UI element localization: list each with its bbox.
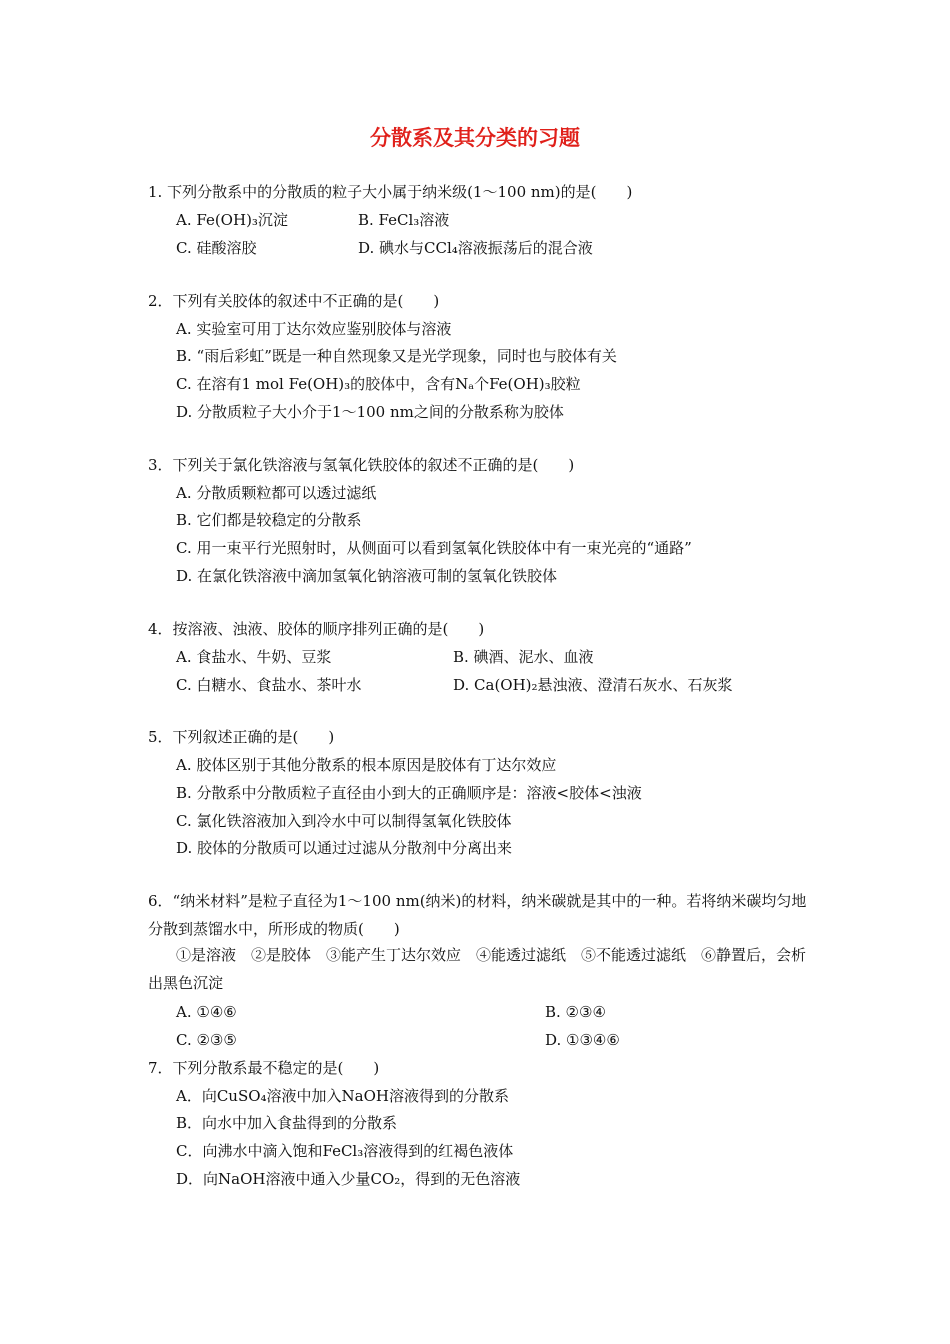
q3-option-c: C. 用一束平行光照射时，从侧面可以看到氢氧化铁胶体中有一束光亮的“通路”	[176, 539, 692, 557]
q4-option-d: D. Ca(OH)₂悬浊液、澄清石灰水、石灰浆	[453, 676, 733, 694]
question-4-stem: 4．按溶液、浊液、胶体的顺序排列正确的是( )	[148, 620, 485, 638]
q2-option-c: C. 在溶有1 mol Fe(OH)₃的胶体中，含有Nₐ个Fe(OH)₃胶粒	[176, 375, 581, 393]
q5-option-a: A. 胶体区别于其他分散系的根本原因是胶体有丁达尔效应	[176, 756, 557, 774]
q6-option-d: D. ①③④⑥	[545, 1031, 620, 1049]
q4-option-c: C. 白糖水、食盐水、茶叶水	[176, 676, 362, 694]
question-6-stem: 6．“纳米材料”是粒子直径为1～100 nm(纳米)的材料，纳米碳就是其中的一种。若将纳米碳均匀地分散到蒸馏水中，所形成的物质( )	[148, 892, 807, 938]
q5-option-d: D. 胶体的分散质可以通过过滤从分散剂中分离出来	[176, 839, 513, 857]
page-title: 分散系及其分类的习题	[370, 126, 580, 150]
question-3-stem: 3．下列关于氯化铁溶液与氢氧化铁胶体的叙述不正确的是( )	[148, 456, 575, 474]
q4-option-b: B. 碘酒、泥水、血液	[453, 648, 594, 666]
q2-option-b: B. “雨后彩虹”既是一种自然现象又是光学现象，同时也与胶体有关	[176, 347, 617, 365]
q3-option-d: D. 在氯化铁溶液中滴加氢氧化钠溶液可制的氢氧化铁胶体	[176, 567, 558, 585]
q1-option-a: A. Fe(OH)₃沉淀	[176, 211, 288, 229]
q1-option-b: B. FeCl₃溶液	[358, 211, 450, 229]
q4-option-a: A. 食盐水、牛奶、豆浆	[176, 648, 332, 666]
q3-option-a: A. 分散质颗粒都可以透过滤纸	[176, 484, 377, 502]
q7-option-c: C．向沸水中滴入饱和FeCl₃溶液得到的红褐色液体	[176, 1142, 514, 1160]
q5-option-c: C. 氯化铁溶液加入到冷水中可以制得氢氧化铁胶体	[176, 812, 512, 830]
q2-option-a: A. 实验室可用丁达尔效应鉴别胶体与溶液	[176, 320, 452, 338]
q7-option-d: D．向NaOH溶液中通入少量CO₂，得到的无色溶液	[176, 1170, 521, 1188]
q3-option-b: B. 它们都是较稳定的分散系	[176, 511, 362, 529]
question-1-stem: 1. 下列分散系中的分散质的粒子大小属于纳米级(1～100 nm)的是( )	[148, 183, 633, 201]
q6-option-b: B. ②③④	[545, 1003, 606, 1021]
question-7-stem: 7．下列分散系最不稳定的是( )	[148, 1059, 380, 1077]
q5-option-b: B. 分散系中分散质粒子直径由小到大的正确顺序是：溶液<胶体<浊液	[176, 784, 642, 802]
q1-option-c: C. 硅酸溶胶	[176, 239, 257, 257]
question-2-stem: 2．下列有关胶体的叙述中不正确的是( )	[148, 292, 440, 310]
q7-option-a: A．向CuSO₄溶液中加入NaOH溶液得到的分散系	[176, 1087, 510, 1105]
q6-statements: ①是溶液 ②是胶体 ③能产生丁达尔效应 ④能透过滤纸 ⑤不能透过滤纸 ⑥静置后，会析出黑色沉淀	[148, 946, 807, 992]
question-5-stem: 5．下列叙述正确的是( )	[148, 728, 335, 746]
q2-option-d: D. 分散质粒子大小介于1～100 nm之间的分散系称为胶体	[176, 403, 564, 421]
q7-option-b: B．向水中加入食盐得到的分散系	[176, 1114, 398, 1132]
q6-option-c: C. ②③⑤	[176, 1031, 237, 1049]
q6-option-a: A. ①④⑥	[176, 1003, 237, 1021]
q1-option-d: D. 碘水与CCl₄溶液振荡后的混合液	[358, 239, 593, 257]
